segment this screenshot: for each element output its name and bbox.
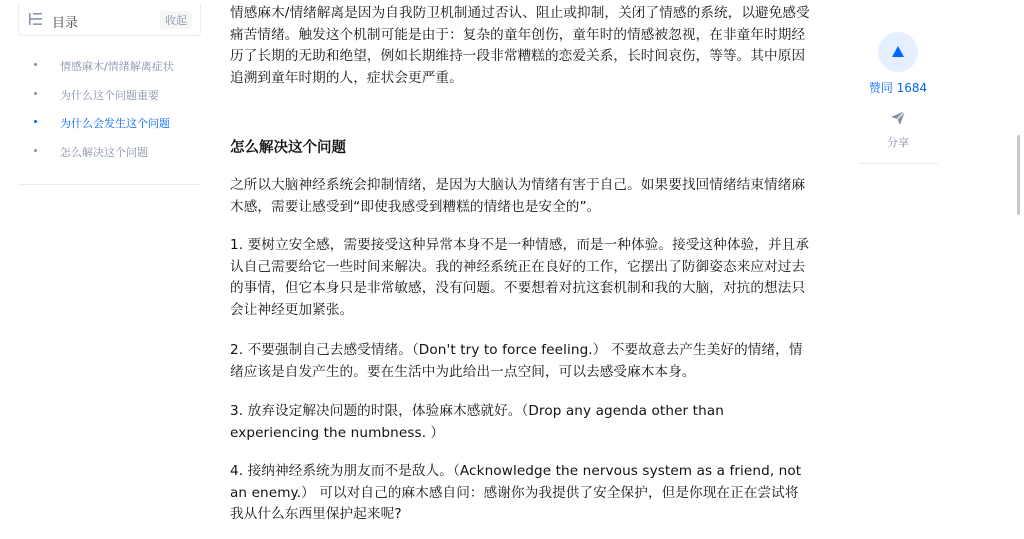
- toc-item-symptoms[interactable]: [18, 54, 201, 83]
- toc-item-label: 为什么会发生这个问题: [60, 117, 170, 131]
- toc-list: [18, 54, 201, 169]
- toc-item-importance[interactable]: [18, 83, 201, 112]
- paragraph-step-2: 2. 不要强制自己去感受情绪。（Don't try to force feeling.） 不要故意去产生美好的情绪，情绪应该是自发产生的。要在生活中为此给出一点空间，可以去感受麻木本身。: [230, 342, 803, 380]
- intro-paragraph: 情感麻木/情绪解离是因为自我防卫机制通过否认、阻止或抑制，关闭了情感的系统，以避免感受痛苦情绪。触发这个机制可能是由于：复杂的童年创伤，童年时的情感被忽视，在非童年时期经历了长期的无助和绝望，例如长期维持一段非常糟糕的恋爱关系，长时间哀伤，等等。其中原因追溯到童年时期的人，症状会更严重。: [230, 5, 810, 86]
- bullet-dot-icon: [34, 63, 37, 66]
- bullet-dot-icon: [34, 149, 37, 152]
- paper-plane-icon: [890, 110, 906, 126]
- paragraph-step-3: 3. 放弃设定解决问题的时限，体验麻木感就好。（Drop any agenda other than experiencing the numbness. ）: [230, 403, 724, 441]
- toc-item-label: 怎么解决这个问题: [60, 146, 148, 160]
- toc-item-label: 为什么这个问题重要: [60, 88, 159, 102]
- upvote-count[interactable]: 赞同 1684: [868, 81, 928, 95]
- toc-item-solutions[interactable]: [18, 140, 201, 169]
- toc-item-causes[interactable]: [18, 111, 201, 140]
- triangle-up-icon: [892, 46, 904, 57]
- table-of-contents: [18, 0, 201, 185]
- bullet-dot-icon: [34, 92, 37, 95]
- toc-header: [18, 4, 201, 36]
- list-icon: [29, 12, 42, 26]
- answer-actions: [858, 0, 938, 164]
- paragraph-why-suppressed: 之所以大脑神经系统会抑制情绪，是因为大脑认为情绪有害于自己。如果要找回情绪结束情绪麻木感，需要让感受到“即使我感受到糟糕的情绪也是安全的”。: [230, 177, 806, 215]
- bullet-dot-icon: [34, 120, 37, 123]
- scrollbar-thumb[interactable]: [1017, 135, 1020, 215]
- section-heading: 怎么解决这个问题: [230, 140, 346, 156]
- paragraph-step-1: 1. 要树立安全感，需要接受这种异常本身不是一种情感，而是一种体验。接受这种体验，并且承认自己需要给它一些时间来解决。我的神经系统正在良好的工作，它摆出了防御姿态来应对过去的事情，但它本身只是非常敏感，没有问题。不要想着对抗这套机制和我的大脑，对抗的想法只会让神经更加紧张。: [230, 237, 810, 318]
- share-label: 分享: [887, 136, 909, 149]
- toc-title: 目录: [52, 16, 79, 31]
- upvote-button[interactable]: [878, 32, 918, 72]
- toc-item-label: 情感麻木/情绪解离症状: [60, 60, 174, 73]
- share-button[interactable]: [858, 110, 938, 152]
- paragraph-step-4: 4. 接纳神经系统为朋友而不是敌人。（Acknowledge the nervous system as a friend, not an enemy.） 可以对自己的麻木感自问：感谢你为我提供了安全保护，但是你现在正在尝试将我从什么东西里保护起来呢?: [230, 463, 802, 522]
- toc-collapse-button[interactable]: 收起: [160, 11, 192, 29]
